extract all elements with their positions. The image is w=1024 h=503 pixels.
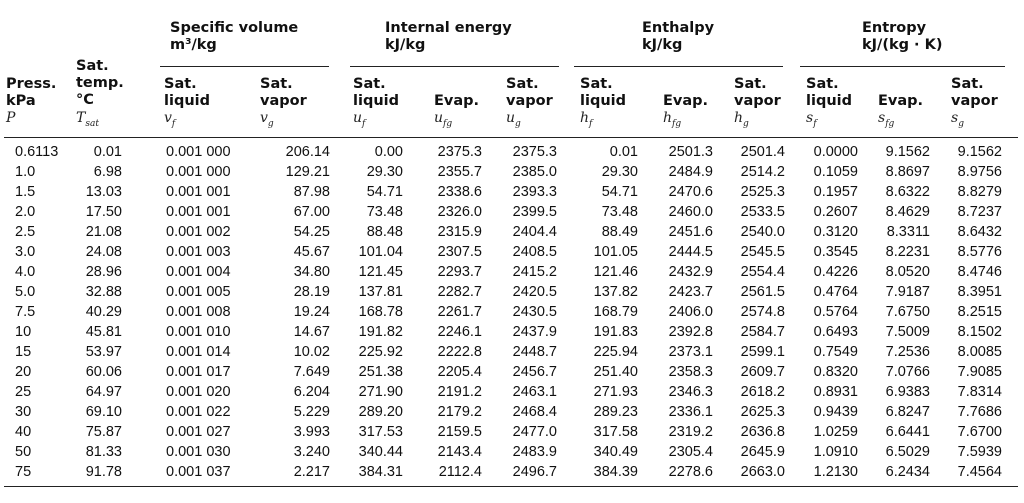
table-row — [0, 183, 1024, 202]
cell-sg: 8.6432 — [957, 224, 1002, 240]
group-rule-specific-volume — [160, 66, 329, 67]
cell-vf: 0.001 008 — [166, 304, 231, 320]
cell-sat-temp: 64.97 — [85, 384, 122, 400]
cell-ufg: 2205.4 — [437, 364, 482, 380]
column-header-hfg: Evap. — [663, 93, 709, 109]
cell-hfg: 2444.5 — [668, 244, 713, 260]
cell-hfg: 2373.1 — [668, 344, 713, 360]
column-header-ufg: Evap. — [434, 93, 480, 109]
cell-vg: 2.217 — [293, 464, 330, 480]
cell-sfg: 8.4629 — [885, 204, 930, 220]
cell-sg: 8.3951 — [957, 284, 1002, 300]
cell-hfg: 2501.3 — [668, 144, 713, 160]
cell-ug: 2448.7 — [512, 344, 557, 360]
cell-hfg: 2336.1 — [668, 404, 713, 420]
cell-sf: 0.5764 — [813, 304, 858, 320]
cell-vg: 6.204 — [293, 384, 330, 400]
table-row — [0, 223, 1024, 242]
cell-sfg: 8.3311 — [886, 224, 930, 240]
cell-vg: 67.00 — [293, 204, 330, 220]
cell-ug: 2456.7 — [512, 364, 557, 380]
cell-sf: 0.1957 — [813, 184, 858, 200]
cell-vg: 3.993 — [293, 424, 330, 440]
table-row — [0, 443, 1024, 462]
cell-hfg: 2451.6 — [668, 224, 713, 240]
cell-sfg: 8.0520 — [885, 264, 930, 280]
cell-hfg: 2460.0 — [668, 204, 713, 220]
cell-vf: 0.001 037 — [166, 464, 231, 480]
cell-pressure: 15 — [15, 344, 32, 360]
cell-vg: 5.229 — [293, 404, 330, 420]
cell-sf: 0.0000 — [813, 144, 858, 160]
cell-pressure: 30 — [15, 404, 32, 420]
cell-sfg: 7.9187 — [885, 284, 930, 300]
cell-ufg: 2307.5 — [437, 244, 482, 260]
cell-uf: 271.90 — [358, 384, 403, 400]
cell-sfg: 7.5009 — [885, 324, 930, 340]
group-rule-enthalpy — [574, 66, 783, 67]
cell-ug: 2468.4 — [512, 404, 557, 420]
cell-hg: 2625.3 — [740, 404, 785, 420]
cell-hf: 137.82 — [593, 284, 638, 300]
cell-ufg: 2159.5 — [437, 424, 482, 440]
cell-sg: 8.0085 — [957, 344, 1002, 360]
cell-sat-temp: 0.01 — [93, 144, 122, 160]
cell-uf: 29.30 — [366, 164, 403, 180]
column-symbol-vf: $v_f$ — [164, 110, 176, 129]
cell-hg: 2584.7 — [740, 324, 785, 340]
table-row — [0, 143, 1024, 162]
cell-ufg: 2246.1 — [437, 324, 482, 340]
cell-sat-temp: 45.81 — [85, 324, 122, 340]
cell-hfg: 2432.9 — [668, 264, 713, 280]
cell-hfg: 2319.2 — [668, 424, 713, 440]
cell-ufg: 2112.4 — [438, 464, 482, 480]
cell-ufg: 2315.9 — [437, 224, 482, 240]
table-row — [0, 403, 1024, 422]
cell-pressure: 3.0 — [15, 244, 36, 260]
column-header-hf: Sat. liquid — [580, 76, 626, 109]
cell-uf: 73.48 — [366, 204, 403, 220]
cell-sfg: 8.2231 — [885, 244, 930, 260]
cell-uf: 137.81 — [358, 284, 403, 300]
cell-sat-temp: 28.96 — [85, 264, 122, 280]
cell-sg: 7.7686 — [957, 404, 1002, 420]
cell-hf: 289.23 — [593, 404, 638, 420]
cell-sfg: 7.6750 — [885, 304, 930, 320]
cell-sf: 0.4764 — [813, 284, 858, 300]
cell-pressure: 25 — [15, 384, 32, 400]
cell-sfg: 7.0766 — [885, 364, 930, 380]
column-symbol-uf: $u_f$ — [353, 110, 366, 129]
cell-ug: 2463.1 — [512, 384, 557, 400]
cell-hg: 2636.8 — [740, 424, 785, 440]
cell-hg: 2545.5 — [740, 244, 785, 260]
column-symbol-ug: $u_g$ — [506, 110, 521, 129]
cell-pressure: 1.5 — [15, 184, 36, 200]
group-rule-entropy — [800, 66, 1005, 67]
table-row — [0, 323, 1024, 342]
cell-hg: 2618.2 — [740, 384, 785, 400]
cell-sfg: 8.8697 — [885, 164, 930, 180]
cell-pressure: 20 — [15, 364, 32, 380]
cell-sf: 0.8931 — [813, 384, 858, 400]
cell-pressure: 1.0 — [15, 164, 36, 180]
cell-ug: 2430.5 — [512, 304, 557, 320]
cell-vg: 54.25 — [293, 224, 330, 240]
cell-sf: 0.2607 — [813, 204, 858, 220]
cell-hf: 54.71 — [601, 184, 638, 200]
cell-ug: 2420.5 — [512, 284, 557, 300]
cell-sf: 0.7549 — [813, 344, 858, 360]
cell-sat-temp: 32.88 — [85, 284, 122, 300]
cell-sg: 8.5776 — [957, 244, 1002, 260]
cell-sg: 7.6700 — [957, 424, 1002, 440]
cell-pressure: 0.6113 — [15, 144, 59, 160]
cell-sg: 7.9085 — [957, 364, 1002, 380]
cell-ug: 2404.4 — [512, 224, 557, 240]
column-header-vg: Sat. vapor — [260, 76, 307, 109]
cell-ufg: 2179.2 — [437, 404, 482, 420]
cell-ug: 2393.3 — [512, 184, 557, 200]
cell-vf: 0.001 001 — [166, 204, 231, 220]
cell-vf: 0.001 010 — [166, 324, 231, 340]
cell-pressure: 40 — [15, 424, 32, 440]
cell-hg: 2540.0 — [740, 224, 785, 240]
cell-sat-temp: 21.08 — [85, 224, 122, 240]
cell-sg: 7.4564 — [957, 464, 1002, 480]
cell-uf: 168.78 — [358, 304, 403, 320]
cell-sfg: 6.5029 — [885, 444, 930, 460]
cell-vf: 0.001 027 — [166, 424, 231, 440]
cell-hf: 225.94 — [593, 344, 638, 360]
cell-hfg: 2484.9 — [668, 164, 713, 180]
cell-hfg: 2406.0 — [668, 304, 713, 320]
cell-vf: 0.001 002 — [166, 224, 231, 240]
cell-hg: 2554.4 — [740, 264, 785, 280]
cell-hg: 2599.1 — [740, 344, 785, 360]
group-title-internal-energy: Internal energy kJ/kg — [385, 20, 512, 53]
table-row — [0, 463, 1024, 482]
column-symbol-sfg: $s_{fg}$ — [878, 110, 895, 129]
cell-hg: 2663.0 — [740, 464, 785, 480]
cell-ug: 2408.5 — [512, 244, 557, 260]
cell-sg: 8.8279 — [957, 184, 1002, 200]
cell-pressure: 4.0 — [15, 264, 36, 280]
cell-hg: 2609.7 — [740, 364, 785, 380]
cell-sat-temp: 91.78 — [85, 464, 122, 480]
cell-hfg: 2305.4 — [668, 444, 713, 460]
cell-hg: 2645.9 — [740, 444, 785, 460]
table-row — [0, 283, 1024, 302]
cell-hf: 29.30 — [601, 164, 638, 180]
cell-sf: 1.2130 — [813, 464, 858, 480]
cell-uf: 340.44 — [358, 444, 403, 460]
cell-sat-temp: 24.08 — [85, 244, 122, 260]
cell-vf: 0.001 017 — [166, 364, 231, 380]
column-symbol-hg: $h_g$ — [734, 110, 749, 129]
column-header-hg: Sat. vapor — [734, 76, 781, 109]
cell-sf: 0.3120 — [813, 224, 858, 240]
cell-hfg: 2423.7 — [668, 284, 713, 300]
column-symbol-hfg: $h_{fg}$ — [663, 110, 682, 129]
cell-uf: 121.45 — [358, 264, 403, 280]
cell-vf: 0.001 005 — [166, 284, 231, 300]
cell-vg: 28.19 — [293, 284, 330, 300]
table-row — [0, 383, 1024, 402]
cell-ug: 2399.5 — [512, 204, 557, 220]
column-header-ug: Sat. vapor — [506, 76, 553, 109]
cell-hfg: 2346.3 — [668, 384, 713, 400]
cell-sfg: 8.6322 — [885, 184, 930, 200]
cell-vf: 0.001 022 — [166, 404, 231, 420]
table-row — [0, 263, 1024, 282]
cell-uf: 101.04 — [358, 244, 403, 260]
cell-sf: 0.3545 — [813, 244, 858, 260]
cell-hf: 73.48 — [601, 204, 638, 220]
cell-ug: 2437.9 — [512, 324, 557, 340]
cell-hfg: 2470.6 — [668, 184, 713, 200]
cell-vg: 129.21 — [285, 164, 330, 180]
cell-hg: 2561.5 — [740, 284, 785, 300]
group-title-specific-volume: Specific volume m³/kg — [170, 20, 299, 53]
cell-ufg: 2355.7 — [437, 164, 482, 180]
column-symbol-sf: $s_f$ — [806, 110, 817, 129]
cell-hg: 2501.4 — [740, 144, 785, 160]
cell-hf: 0.01 — [609, 144, 638, 160]
cell-hf: 271.93 — [593, 384, 638, 400]
group-rule-internal-energy — [350, 66, 559, 67]
cell-sfg: 9.1562 — [885, 144, 930, 160]
cell-uf: 251.38 — [358, 364, 403, 380]
cell-vf: 0.001 001 — [166, 184, 231, 200]
cell-hf: 88.49 — [601, 224, 638, 240]
cell-ufg: 2293.7 — [437, 264, 482, 280]
cell-hf: 101.05 — [593, 244, 638, 260]
cell-ufg: 2222.8 — [437, 344, 482, 360]
cell-sf: 0.4226 — [813, 264, 858, 280]
cell-pressure: 5.0 — [15, 284, 36, 300]
table-row — [0, 163, 1024, 182]
cell-hf: 191.83 — [593, 324, 638, 340]
column-symbol-sat-temp: $T_{sat}$ — [76, 110, 99, 129]
cell-sg: 8.2515 — [957, 304, 1002, 320]
column-symbol-pressure: P — [6, 110, 16, 126]
cell-ufg: 2261.7 — [437, 304, 482, 320]
cell-ug: 2385.0 — [512, 164, 557, 180]
cell-sf: 0.6493 — [813, 324, 858, 340]
cell-vg: 10.02 — [293, 344, 330, 360]
cell-sat-temp: 40.29 — [85, 304, 122, 320]
cell-uf: 0.00 — [374, 144, 403, 160]
group-title-entropy: Entropy kJ/(kg · K) — [862, 20, 943, 53]
cell-ufg: 2143.4 — [437, 444, 482, 460]
cell-hf: 340.49 — [593, 444, 638, 460]
column-header-sf: Sat. liquid — [806, 76, 852, 109]
cell-hf: 251.40 — [593, 364, 638, 380]
cell-vg: 45.67 — [293, 244, 330, 260]
cell-sat-temp: 13.03 — [85, 184, 122, 200]
cell-hfg: 2392.8 — [668, 324, 713, 340]
cell-vf: 0.001 014 — [166, 344, 231, 360]
cell-sfg: 6.2434 — [885, 464, 930, 480]
table-row — [0, 363, 1024, 382]
cell-vf: 0.001 020 — [166, 384, 231, 400]
cell-vf: 0.001 030 — [166, 444, 231, 460]
cell-uf: 54.71 — [366, 184, 403, 200]
cell-hg: 2514.2 — [740, 164, 785, 180]
cell-sat-temp: 81.33 — [85, 444, 122, 460]
cell-uf: 191.82 — [358, 324, 403, 340]
cell-hf: 317.58 — [593, 424, 638, 440]
cell-pressure: 75 — [15, 464, 32, 480]
cell-vf: 0.001 000 — [166, 144, 231, 160]
cell-ug: 2483.9 — [512, 444, 557, 460]
column-header-sat-temp: Sat. temp. °C — [76, 58, 124, 108]
column-header-uf: Sat. liquid — [353, 76, 399, 109]
cell-uf: 225.92 — [358, 344, 403, 360]
cell-sf: 1.0259 — [813, 424, 858, 440]
cell-sf: 0.8320 — [813, 364, 858, 380]
cell-sat-temp: 69.10 — [85, 404, 122, 420]
cell-sg: 9.1562 — [957, 144, 1002, 160]
cell-hfg: 2278.6 — [668, 464, 713, 480]
cell-uf: 88.48 — [366, 224, 403, 240]
column-symbol-hf: $h_f$ — [580, 110, 593, 129]
cell-hf: 384.39 — [593, 464, 638, 480]
cell-uf: 289.20 — [358, 404, 403, 420]
group-title-enthalpy: Enthalpy kJ/kg — [642, 20, 715, 53]
cell-sat-temp: 17.50 — [85, 204, 122, 220]
cell-sf: 0.1059 — [813, 164, 858, 180]
cell-hf: 168.79 — [593, 304, 638, 320]
cell-sfg: 6.9383 — [885, 384, 930, 400]
cell-pressure: 50 — [15, 444, 32, 460]
cell-sf: 0.9439 — [813, 404, 858, 420]
cell-sfg: 6.6441 — [885, 424, 930, 440]
cell-ufg: 2282.7 — [437, 284, 482, 300]
cell-vg: 34.80 — [293, 264, 330, 280]
table-bottom-rule — [4, 486, 1018, 487]
cell-pressure: 2.0 — [15, 204, 36, 220]
column-header-sfg: Evap. — [878, 93, 924, 109]
cell-vf: 0.001 003 — [166, 244, 231, 260]
cell-vg: 14.67 — [293, 324, 330, 340]
cell-hg: 2574.8 — [740, 304, 785, 320]
cell-vg: 206.14 — [285, 144, 330, 160]
cell-ug: 2375.3 — [512, 144, 557, 160]
cell-ufg: 2338.6 — [437, 184, 482, 200]
cell-sfg: 6.8247 — [885, 404, 930, 420]
cell-vg: 3.240 — [293, 444, 330, 460]
cell-sg: 8.4746 — [957, 264, 1002, 280]
cell-vg: 87.98 — [293, 184, 330, 200]
table-row — [0, 243, 1024, 262]
cell-sg: 7.8314 — [957, 384, 1002, 400]
cell-hg: 2533.5 — [740, 204, 785, 220]
cell-hf: 121.46 — [593, 264, 638, 280]
cell-ufg: 2375.3 — [437, 144, 482, 160]
table-row — [0, 423, 1024, 442]
table-row — [0, 303, 1024, 322]
cell-hg: 2525.3 — [740, 184, 785, 200]
column-header-pressure: Press. kPa — [6, 76, 57, 109]
header-rule — [4, 137, 1018, 138]
cell-sg: 8.1502 — [957, 324, 1002, 340]
cell-ug: 2496.7 — [512, 464, 557, 480]
cell-ufg: 2191.2 — [437, 384, 482, 400]
cell-sg: 7.5939 — [957, 444, 1002, 460]
cell-sat-temp: 75.87 — [85, 424, 122, 440]
cell-vg: 7.649 — [293, 364, 330, 380]
cell-sat-temp: 53.97 — [85, 344, 122, 360]
cell-pressure: 7.5 — [15, 304, 36, 320]
table-row — [0, 203, 1024, 222]
cell-uf: 317.53 — [358, 424, 403, 440]
cell-ug: 2477.0 — [512, 424, 557, 440]
cell-pressure: 2.5 — [15, 224, 36, 240]
column-symbol-vg: $v_g$ — [260, 110, 274, 129]
column-header-vf: Sat. liquid — [164, 76, 210, 109]
cell-pressure: 10 — [15, 324, 32, 340]
cell-vf: 0.001 000 — [166, 164, 231, 180]
cell-uf: 384.31 — [358, 464, 403, 480]
cell-hfg: 2358.3 — [668, 364, 713, 380]
cell-vg: 19.24 — [293, 304, 330, 320]
cell-vf: 0.001 004 — [166, 264, 231, 280]
cell-sg: 8.7237 — [957, 204, 1002, 220]
cell-sfg: 7.2536 — [885, 344, 930, 360]
cell-sat-temp: 60.06 — [85, 364, 122, 380]
cell-ufg: 2326.0 — [437, 204, 482, 220]
column-symbol-sg: $s_g$ — [951, 110, 964, 129]
column-symbol-ufg: $u_{fg}$ — [434, 110, 453, 129]
column-header-sg: Sat. vapor — [951, 76, 998, 109]
cell-sat-temp: 6.98 — [93, 164, 122, 180]
table-row — [0, 343, 1024, 362]
cell-ug: 2415.2 — [512, 264, 557, 280]
cell-sf: 1.0910 — [813, 444, 858, 460]
cell-sg: 8.9756 — [957, 164, 1002, 180]
